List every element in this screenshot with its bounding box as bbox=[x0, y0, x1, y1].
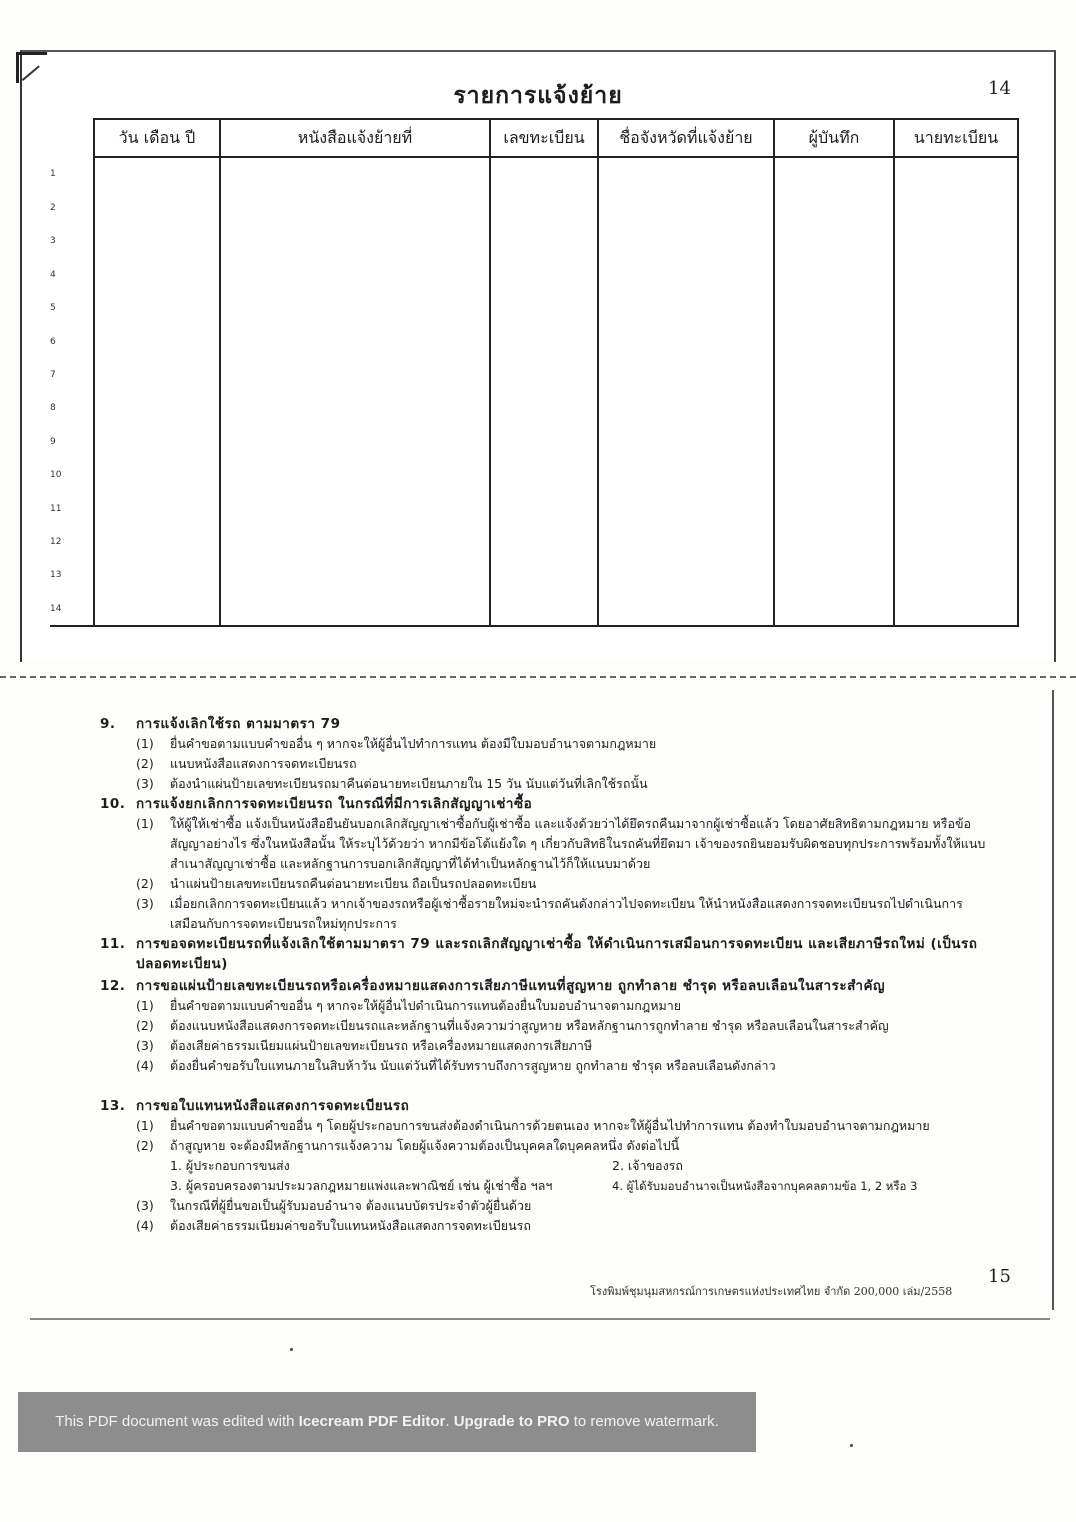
table-cell bbox=[490, 559, 598, 592]
row-number: 5 bbox=[50, 303, 56, 314]
table-cell bbox=[94, 358, 220, 391]
table-cell bbox=[220, 525, 490, 558]
table-cell bbox=[490, 225, 598, 258]
table-cell bbox=[774, 492, 894, 525]
row-number: 9 bbox=[50, 436, 56, 447]
person-item: 1. ผู้ประกอบการขนส่ง bbox=[170, 1158, 290, 1173]
table-cell bbox=[894, 559, 1018, 592]
person-item: 2. เจ้าของรถ bbox=[612, 1158, 683, 1173]
table-row bbox=[50, 292, 1018, 325]
table-cell bbox=[490, 525, 598, 558]
table-cell bbox=[598, 258, 774, 291]
page-number-bottom: 15 bbox=[988, 1266, 1011, 1287]
watermark-product: Icecream PDF Editor bbox=[298, 1413, 446, 1430]
section-12 bbox=[100, 976, 990, 1076]
table-cell bbox=[598, 459, 774, 492]
table-cell bbox=[490, 258, 598, 291]
person-item: 4. ผู้ได้รับมอบอำนาจเป็นหนังสือจากบุคคลตามข้อ 1, 2 หรือ 3 bbox=[612, 1179, 918, 1193]
page-bottom-edge bbox=[30, 1318, 1050, 1320]
table-cell bbox=[220, 459, 490, 492]
table-cell bbox=[94, 392, 220, 425]
table-cell bbox=[774, 258, 894, 291]
table-cell bbox=[598, 425, 774, 458]
table-row bbox=[50, 392, 1018, 425]
table-cell bbox=[220, 425, 490, 458]
row-number: 3 bbox=[50, 236, 56, 247]
table-cell bbox=[94, 459, 220, 492]
section-number: 9. bbox=[100, 716, 116, 732]
table-cell bbox=[894, 191, 1018, 224]
table-row bbox=[50, 157, 1018, 191]
page-fold-line bbox=[0, 676, 1076, 696]
table-cell bbox=[490, 425, 598, 458]
table-cell bbox=[598, 525, 774, 558]
table-row bbox=[50, 191, 1018, 224]
section-9 bbox=[100, 714, 990, 794]
column-header-letter: หนังสือแจ้งย้ายที่ bbox=[220, 119, 490, 157]
table-cell bbox=[220, 292, 490, 325]
table-cell bbox=[774, 191, 894, 224]
scan-speck bbox=[290, 1348, 293, 1351]
column-header-registrar: นายทะเบียน bbox=[894, 119, 1018, 157]
table-cell bbox=[774, 525, 894, 558]
table-cell bbox=[894, 525, 1018, 558]
table-cell bbox=[774, 292, 894, 325]
column-header bbox=[50, 119, 94, 157]
list-item: (4) ต้องเสียค่าธรรมเนียมค่าขอรับใบแทนหนังสือแสดงการจดทะเบียนรถ bbox=[136, 1218, 531, 1233]
row-number: 14 bbox=[50, 592, 94, 626]
row-number: 7 bbox=[50, 370, 56, 381]
row-number: 13 bbox=[50, 570, 62, 581]
row-number: 1 bbox=[50, 169, 56, 180]
table-cell bbox=[598, 592, 774, 626]
table-cell bbox=[774, 392, 894, 425]
list-item: (3) ต้องเสียค่าธรรมเนียมแผ่นป้ายเลขทะเบียนรถ หรือเครื่องหมายแสดงการเสียภาษี bbox=[136, 1038, 593, 1053]
table-cell bbox=[598, 157, 774, 191]
table-cell bbox=[774, 358, 894, 391]
table-cell bbox=[220, 225, 490, 258]
page-edge bbox=[1036, 690, 1054, 1310]
section-title: การแจ้งเลิกใช้รถ ตามมาตรา 79 bbox=[136, 716, 341, 732]
table-cell bbox=[490, 292, 598, 325]
table-cell bbox=[894, 325, 1018, 358]
table-cell bbox=[598, 492, 774, 525]
table-cell bbox=[490, 157, 598, 191]
list-item: (3) ต้องนำแผ่นป้ายเลขทะเบียนรถมาคืนต่อนายทะเบียนภายใน 15 วัน นับแต่วันที่เลิกใช้รถนั้น bbox=[136, 776, 648, 791]
table-cell bbox=[94, 525, 220, 558]
section-10 bbox=[100, 794, 990, 934]
section-13 bbox=[100, 1096, 990, 1236]
table-row bbox=[50, 425, 1018, 458]
table-cell bbox=[894, 592, 1018, 626]
person-item: 3. ผู้ครอบครองตามประมวลกฎหมายแพ่งและพาณิชย์ เช่น ผู้เช่าซื้อ ฯลฯ bbox=[170, 1178, 553, 1193]
list-item: (1) ยื่นคำขอตามแบบคำขออื่น ๆ หากจะให้ผู้อื่นไปทำการแทน ต้องมีใบมอบอำนาจตามกฎหมาย bbox=[136, 736, 657, 751]
list-item: (2) แนบหนังสือแสดงการจดทะเบียนรถ bbox=[136, 756, 357, 771]
list-item: (4) ต้องยื่นคำขอรับใบแทนภายในสิบห้าวัน นับแต่วันที่ได้รับทราบถึงการสูญหาย ถูกทำลาย ชำรุด หรือลบเลือนดังกล่าว bbox=[136, 1058, 776, 1073]
table-cell bbox=[94, 325, 220, 358]
table-cell bbox=[774, 425, 894, 458]
table-cell bbox=[598, 325, 774, 358]
table-cell bbox=[894, 492, 1018, 525]
table-cell bbox=[220, 258, 490, 291]
scan-speck bbox=[850, 1444, 853, 1447]
table-cell bbox=[894, 425, 1018, 458]
table-cell bbox=[490, 358, 598, 391]
table-row bbox=[50, 525, 1018, 558]
row-number: 4 bbox=[50, 269, 56, 280]
list-item: (3) ในกรณีที่ผู้ยื่นขอเป็นผู้รับมอบอำนาจ ต้องแนบบัตรประจำตัวผู้ยื่นด้วย bbox=[136, 1198, 532, 1213]
section-title: การขอใบแทนหนังสือแสดงการจดทะเบียนรถ bbox=[136, 1098, 410, 1114]
table-cell bbox=[94, 559, 220, 592]
table-cell bbox=[894, 358, 1018, 391]
section-title: การขอจดทะเบียนรถที่แจ้งเลิกใช้ตามมาตรา 79 และรถเลิกสัญญาเช่าซื้อ ให้ดำเนินการเสมือนการจดทะเบียน และเสียภาษีรถใหม่ (เป็นรถปลอดทะเบียน) bbox=[136, 936, 978, 972]
column-header-recorder: ผู้บันทึก bbox=[774, 119, 894, 157]
list-item: (1) ยื่นคำขอตามแบบคำขออื่น ๆ หากจะให้ผู้อื่นไปดำเนินการแทนต้องยื่นใบมอบอำนาจตามกฎหมาย bbox=[136, 998, 682, 1013]
table-cell bbox=[598, 358, 774, 391]
table-cell bbox=[894, 157, 1018, 191]
table-cell bbox=[490, 492, 598, 525]
table-row bbox=[50, 592, 1018, 626]
table-cell bbox=[94, 592, 220, 626]
table-cell bbox=[774, 225, 894, 258]
page-number-top: 14 bbox=[988, 78, 1011, 99]
section-number: 12. bbox=[100, 978, 126, 994]
list-item: (2) นำแผ่นป้ายเลขทะเบียนรถคืนต่อนายทะเบียน ถือเป็นรถปลอดทะเบียน bbox=[136, 876, 537, 891]
table-cell bbox=[94, 258, 220, 291]
table-cell bbox=[220, 358, 490, 391]
section-number: 11. bbox=[100, 936, 126, 952]
row-number: 11 bbox=[50, 503, 62, 514]
person-list bbox=[100, 1176, 990, 1196]
table-row bbox=[50, 492, 1018, 525]
editor-watermark-banner: This PDF document was edited with Icecream PDF Editor. Upgrade to PRO to remove watermark. bbox=[18, 1392, 756, 1452]
table-cell bbox=[220, 157, 490, 191]
table-cell bbox=[598, 191, 774, 224]
page-title: รายการแจ้งย้าย bbox=[453, 83, 623, 109]
table-cell bbox=[774, 157, 894, 191]
table-cell bbox=[894, 392, 1018, 425]
row-number: 6 bbox=[50, 336, 56, 347]
table-row bbox=[50, 559, 1018, 592]
table-cell bbox=[490, 325, 598, 358]
table-cell bbox=[220, 392, 490, 425]
table-cell bbox=[598, 292, 774, 325]
column-header-province: ชื่อจังหวัดที่แจ้งย้าย bbox=[598, 119, 774, 157]
section-number: 10. bbox=[100, 796, 126, 812]
table-cell bbox=[894, 258, 1018, 291]
table-cell bbox=[490, 592, 598, 626]
table-cell bbox=[94, 425, 220, 458]
table-cell bbox=[774, 325, 894, 358]
table-cell bbox=[94, 492, 220, 525]
column-header-date: วัน เดือน ปี bbox=[94, 119, 220, 157]
table-cell bbox=[94, 157, 220, 191]
table-header-row bbox=[50, 119, 1018, 157]
table-cell bbox=[220, 592, 490, 626]
section-number: 13. bbox=[100, 1098, 126, 1114]
table-cell bbox=[490, 459, 598, 492]
relocation-register-table bbox=[50, 118, 1019, 627]
row-number: 12 bbox=[50, 536, 62, 547]
table-row bbox=[50, 225, 1018, 258]
table-cell bbox=[94, 225, 220, 258]
section-title: การขอแผ่นป้ายเลขทะเบียนรถหรือเครื่องหมายแสดงการเสียภาษีแทนที่สูญหาย ถูกทำลาย ชำรุด หรือลบเลือนในสาระสำคัญ bbox=[136, 978, 885, 994]
person-list bbox=[100, 1156, 990, 1176]
list-item: (2) ถ้าสูญหาย จะต้องมีหลักฐานการแจ้งความ โดยผู้แจ้งความต้องเป็นบุคคลใดบุคคลหนึ่ง ดังต่อไปนี้ bbox=[136, 1138, 680, 1153]
printer-note: โรงพิมพ์ชุมนุมสหกรณ์การเกษตรแห่งประเทศไทย จำกัด 200,000 เล่ม/2558 bbox=[590, 1285, 953, 1298]
table-cell bbox=[894, 225, 1018, 258]
list-item: (3) เมื่อยกเลิกการจดทะเบียนแล้ว หากเจ้าของรถหรือผู้เช่าซื้อรายใหม่จะนำรถคันดังกล่าวไปจดทะเบียน ให้นำหนังสือแสดงการจดทะเบียนรถไปดำเนินการเสมือนกับการจดทะเบียนรถใหม่ทุกประการ bbox=[136, 896, 963, 931]
table-cell bbox=[490, 392, 598, 425]
watermark-upgrade: Upgrade to PRO bbox=[453, 1413, 570, 1430]
table-cell bbox=[490, 191, 598, 224]
list-item: (1) ให้ผู้ให้เช่าซื้อ แจ้งเป็นหนังสือยืนยันบอกเลิกสัญญาเช่าซื้อกับผู้เช่าซื้อ และแจ้งด้วยว่าได้ยึดรถคืนมาจากผู้เช่าซื้อแล้ว โดยอาศัยสิทธิตามกฎหมาย หรือข้อสัญญาอย่างไร ซึ่งในหนังสือนั้น ให้ระบุไว้ด้วยว่า หากมีข้อโต้แย้งใด ๆ เกี่ยวกับสิทธิในรถคันที่ยึดมา เจ้าของรถยินยอมรับผิดชอบทุกประการพร้อมทั้งให้แนบสำเนาสัญญาเช่าซื้อ และหลักฐานการบอกเลิกสัญญาที่ได้ทำเป็นหลักฐานไว้ก็ให้แนบมาด้วย bbox=[136, 816, 986, 871]
table-cell bbox=[894, 459, 1018, 492]
table-cell bbox=[220, 492, 490, 525]
table-cell bbox=[598, 225, 774, 258]
section-title: การแจ้งยกเลิกการจดทะเบียนรถ ในกรณีที่มีการเลิกสัญญาเช่าซื้อ bbox=[136, 796, 533, 812]
table-cell bbox=[220, 191, 490, 224]
table-cell bbox=[220, 325, 490, 358]
table-row bbox=[50, 258, 1018, 291]
table-row bbox=[50, 325, 1018, 358]
table-cell bbox=[894, 292, 1018, 325]
column-header-plate: เลขทะเบียน bbox=[490, 119, 598, 157]
section-11 bbox=[100, 934, 990, 974]
table-cell bbox=[774, 459, 894, 492]
row-number: 8 bbox=[50, 403, 56, 414]
table-cell bbox=[220, 559, 490, 592]
table-cell bbox=[94, 292, 220, 325]
list-item: (2) ต้องแนบหนังสือแสดงการจดทะเบียนรถและหลักฐานที่แจ้งความว่าสูญหาย หรือหลักฐานการถูกทำลาย ชำรุด หรือลบเลือนในสาระสำคัญ bbox=[136, 1018, 889, 1033]
list-item: (1) ยื่นคำขอตามแบบคำขออื่น ๆ โดยผู้ประกอบการขนส่งต้องดำเนินการด้วยตนเอง หากจะให้ผู้อื่นไปทำการแทน ต้องทำใบมอบอำนาจตามกฎหมาย bbox=[136, 1118, 930, 1133]
row-number: 2 bbox=[50, 203, 56, 214]
table-cell bbox=[774, 559, 894, 592]
table-cell bbox=[94, 191, 220, 224]
table-cell bbox=[598, 392, 774, 425]
table-cell bbox=[598, 559, 774, 592]
row-number: 10 bbox=[50, 470, 62, 481]
table-row bbox=[50, 459, 1018, 492]
table-cell bbox=[774, 592, 894, 626]
table-row bbox=[50, 358, 1018, 391]
